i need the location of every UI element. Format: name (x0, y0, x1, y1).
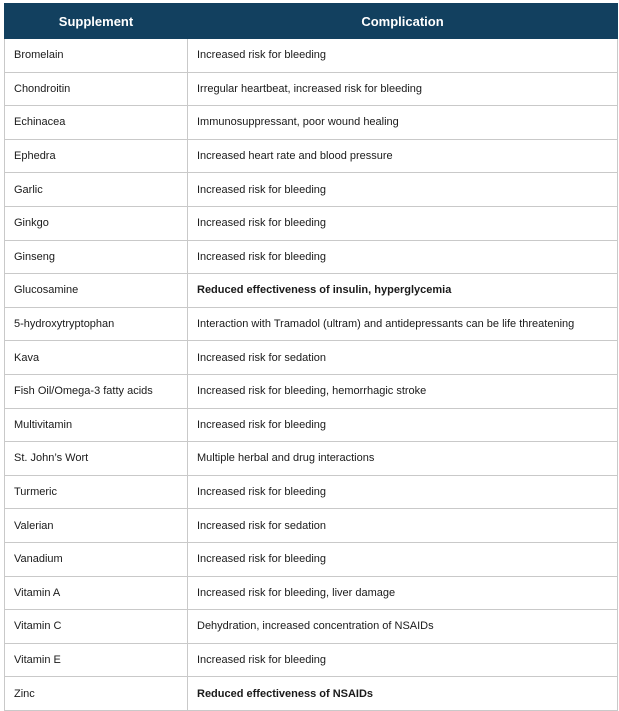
table-row (5, 39, 618, 73)
supplement-cell: Vanadium (5, 542, 188, 576)
supplement-cell: Zinc (5, 677, 188, 711)
table-header (5, 4, 618, 39)
complication-cell: Increased risk for bleeding (188, 206, 618, 240)
complication-cell: Increased risk for bleeding (188, 475, 618, 509)
complication-cell: Increased risk for bleeding (188, 173, 618, 207)
complication-cell: Dehydration, increased concentration of NSAIDs (188, 610, 618, 644)
table-row (5, 374, 618, 408)
table-row (5, 240, 618, 274)
table-row (5, 542, 618, 576)
complication-cell: Immunosuppressant, poor wound healing (188, 106, 618, 140)
supplement-cell: Ginseng (5, 240, 188, 274)
supplement-cell: Valerian (5, 509, 188, 543)
complication-cell: Irregular heartbeat, increased risk for bleeding (188, 72, 618, 106)
supplement-cell: Multivitamin (5, 408, 188, 442)
supplement-cell: St. John’s Wort (5, 442, 188, 476)
table-row (5, 307, 618, 341)
supplement-cell: Kava (5, 341, 188, 375)
complication-cell: Increased heart rate and blood pressure (188, 139, 618, 173)
complication-cell: Increased risk for bleeding (188, 39, 618, 73)
table-row (5, 173, 618, 207)
table-row (5, 106, 618, 140)
table-row (5, 677, 618, 711)
table-body (5, 39, 618, 711)
table-row (5, 206, 618, 240)
complication-cell: Increased risk for bleeding (188, 542, 618, 576)
supplement-cell: Garlic (5, 173, 188, 207)
complication-cell: Increased risk for sedation (188, 341, 618, 375)
supplement-cell: Ginkgo (5, 206, 188, 240)
complication-cell: Multiple herbal and drug interactions (188, 442, 618, 476)
supplement-table-container (4, 3, 617, 711)
complication-cell: Interaction with Tramadol (ultram) and antidepressants can be life threatening (188, 307, 618, 341)
table-row (5, 274, 618, 308)
complication-cell: Reduced effectiveness of insulin, hyperglycemia (188, 274, 618, 308)
supplement-cell: Chondroitin (5, 72, 188, 106)
table-row (5, 72, 618, 106)
supplement-cell: Bromelain (5, 39, 188, 73)
supplement-cell: Vitamin C (5, 610, 188, 644)
header-row (5, 4, 618, 39)
supplement-cell: Ephedra (5, 139, 188, 173)
complication-cell: Reduced effectiveness of NSAIDs (188, 677, 618, 711)
complication-cell: Increased risk for bleeding, hemorrhagic stroke (188, 374, 618, 408)
table-row (5, 341, 618, 375)
supplement-cell: Turmeric (5, 475, 188, 509)
supplement-cell: Glucosamine (5, 274, 188, 308)
table-row (5, 610, 618, 644)
table-row (5, 442, 618, 476)
supplement-cell: Vitamin E (5, 643, 188, 677)
complication-cell: Increased risk for sedation (188, 509, 618, 543)
table-row (5, 576, 618, 610)
table-row (5, 139, 618, 173)
table-row (5, 643, 618, 677)
supplement-cell: Fish Oil/Omega-3 fatty acids (5, 374, 188, 408)
table-row (5, 509, 618, 543)
complication-cell: Increased risk for bleeding (188, 240, 618, 274)
table-row (5, 408, 618, 442)
supplement-cell: Echinacea (5, 106, 188, 140)
table-row (5, 475, 618, 509)
supplement-cell: 5-hydroxytryptophan (5, 307, 188, 341)
header-supplement: Supplement (5, 4, 188, 39)
supplement-complication-table (4, 3, 618, 711)
complication-cell: Increased risk for bleeding, liver damage (188, 576, 618, 610)
supplement-cell: Vitamin A (5, 576, 188, 610)
complication-cell: Increased risk for bleeding (188, 643, 618, 677)
complication-cell: Increased risk for bleeding (188, 408, 618, 442)
header-complication: Complication (188, 4, 618, 39)
